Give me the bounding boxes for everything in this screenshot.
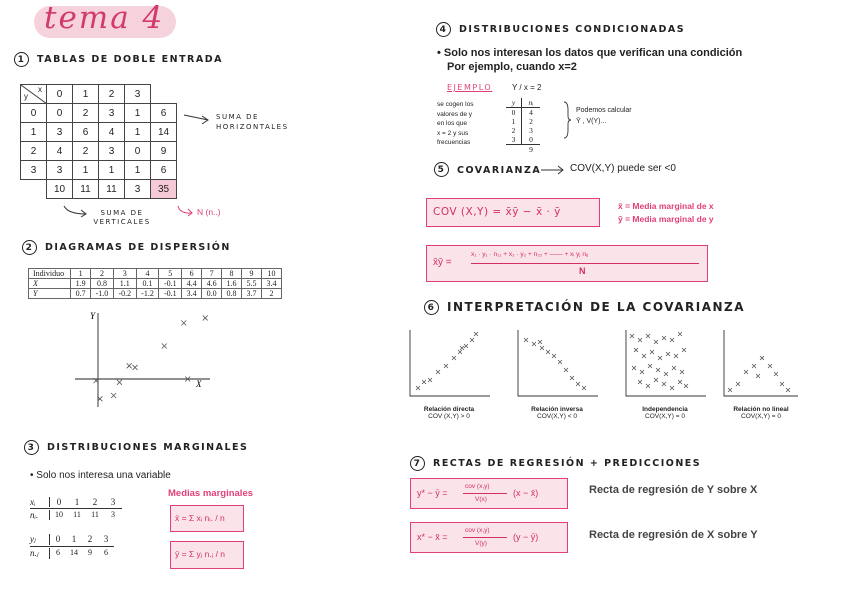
col-sum: 11 xyxy=(73,180,99,199)
plot-point xyxy=(664,372,668,376)
plot-point xyxy=(428,378,432,382)
plot-point xyxy=(678,380,682,384)
plot-point xyxy=(474,332,478,336)
marginal-x-table: xᵢ 0 1 2 3 nᵢ. 10 11 11 3 xyxy=(30,497,122,520)
plot-point xyxy=(662,382,666,386)
table-row: 0 0 2 3 1 6 xyxy=(21,104,177,123)
ejemplo-label: EJEMPLO xyxy=(447,83,493,92)
plot-point xyxy=(640,370,644,374)
marginal-y-table: yⱼ 0 1 2 3 n.ⱼ 6 14 9 6 xyxy=(30,534,114,559)
plot-point xyxy=(416,386,420,390)
plot-nonlinear xyxy=(718,326,802,402)
section-2-heading: 2 DIAGRAMAS DE DISPERSIÓN xyxy=(22,240,231,255)
plot-point xyxy=(634,348,638,352)
plot-point xyxy=(736,382,740,386)
podemos-calcular-note: Podemos calcular Ȳ , V(Y)... xyxy=(576,107,632,125)
axis-x-label: X xyxy=(196,379,202,389)
scatter-point xyxy=(133,365,138,370)
col-sum: 11 xyxy=(99,180,125,199)
plot-label-independence: Independencia COV(X,Y) = 0 xyxy=(642,406,688,420)
plot-point xyxy=(680,370,684,374)
col-sum: 10 xyxy=(47,180,73,199)
ybar-note: ȳ = Media marginal de y xyxy=(618,214,714,224)
plot-label-nonlinear: Relación no lineal COV(X,Y) = 0 xyxy=(733,406,789,420)
plot-point xyxy=(452,356,456,360)
regression-xy-label: Recta de regresión de X sobre Y xyxy=(589,529,758,541)
scatter-point xyxy=(162,344,167,349)
plot-point xyxy=(576,382,580,386)
plot-point xyxy=(670,386,674,390)
plot-point xyxy=(654,340,658,344)
plot-point xyxy=(642,354,646,358)
plot-point xyxy=(768,364,772,368)
plot-point xyxy=(646,334,650,338)
plot-point xyxy=(422,380,426,384)
plot-point xyxy=(656,368,660,372)
section-4-heading: 4 DISTRIBUCIONES CONDICIONADAS xyxy=(436,22,685,37)
plot-point xyxy=(780,382,784,386)
plot-point xyxy=(662,336,666,340)
plot-point xyxy=(546,350,550,354)
section-7-heading: 7 RECTAS DE REGRESIÓN + PREDICCIONES xyxy=(410,456,701,471)
plot-label-direct: Relación directa COV (X,Y) > 0 xyxy=(423,406,475,420)
plot-point xyxy=(670,338,674,342)
section-6-heading: 6 INTERPRETACIÓN DE LA COVARIANZA xyxy=(424,300,745,315)
double-entry-table xyxy=(20,84,177,199)
header-cell: 3 xyxy=(125,85,151,104)
regression-yx-box: y* − ȳ = cov (x,y) V(x) (x − x̄) xyxy=(410,478,568,509)
plot-point xyxy=(538,340,542,344)
section-4-example-line: Por ejemplo, cuando x=2 xyxy=(447,61,577,73)
plot-point xyxy=(646,384,650,388)
xbar-formula-box: x̄ = Σ xᵢ nᵢ. / n xyxy=(170,505,244,532)
curved-arrow-icon xyxy=(62,204,92,218)
scatter-point xyxy=(181,320,186,325)
plot-point xyxy=(756,374,760,378)
plot-point xyxy=(638,380,642,384)
arrow-right-icon xyxy=(540,165,566,175)
plot-point xyxy=(654,378,658,382)
section-1-title: TABLAS DE DOBLE ENTRADA xyxy=(37,54,223,65)
section-3-heading: 3 DISTRIBUCIONES MARGINALES xyxy=(24,440,248,455)
plot-direct-relation xyxy=(404,326,494,402)
medias-marginales-label: Medias marginales xyxy=(168,488,254,499)
note-row-sums: SUMA DE HORIZONTALES xyxy=(216,113,289,131)
grand-total: 35 xyxy=(151,180,177,199)
cov-sign-note: COV(X,Y) puede ser <0 xyxy=(570,163,676,174)
plot-point xyxy=(760,356,764,360)
plot-point xyxy=(682,348,686,352)
plot-point xyxy=(470,338,474,342)
header-cell: 1 xyxy=(73,85,99,104)
note-col-sums: SUMA DE VERTICALES xyxy=(93,209,151,226)
header-cell: 2 xyxy=(99,85,125,104)
scatter-plot xyxy=(70,305,220,410)
brace-icon xyxy=(562,100,572,140)
table-row: 2 4 2 3 0 9 xyxy=(21,142,177,161)
plot-point xyxy=(786,388,790,392)
cov-formula-box: COV (X,Y) = x̄ȳ − x̄ · ȳ xyxy=(426,198,600,227)
table-row: 3 3 1 1 1 6 xyxy=(21,161,177,180)
plot-point xyxy=(752,364,756,368)
row-sum: 14 xyxy=(151,123,177,142)
scatter-data-table: Individuo 1 2 3 4 5 6 7 8 9 10 X 1.9 0.8 1.1 0.1 -0.1 4.4 4.6 1.6 5.5 3.4 Y 0.7 -1.0 -0.2 -1.2 -0.1 3.4 0.0 0.8 3.7 2 xyxy=(28,268,282,299)
plot-label-inverse: Relación inversa COV(X,Y) < 0 xyxy=(531,406,583,420)
condition-label: Y / x = 2 xyxy=(512,83,542,92)
row-sum: 6 xyxy=(151,161,177,180)
plot-independence xyxy=(620,326,710,402)
plot-point xyxy=(582,386,586,390)
plot-axes xyxy=(724,330,798,396)
axis-y-label: Y xyxy=(90,311,96,321)
regression-yx-label: Recta de regresión de Y sobre X xyxy=(589,484,758,496)
curved-arrow-pink-icon xyxy=(176,204,196,218)
plot-point xyxy=(744,370,748,374)
regression-xy-box: x* − x̄ = cov (x,y) V(y) (y − ȳ) xyxy=(410,522,568,553)
scatter-point xyxy=(203,315,208,320)
plot-point xyxy=(630,334,634,338)
plot-point xyxy=(678,332,682,336)
plot-point xyxy=(638,338,642,342)
page-title-highlight xyxy=(34,0,176,38)
scatter-point xyxy=(127,363,132,368)
note-total-n: N (n..) xyxy=(197,207,221,217)
plot-point xyxy=(648,364,652,368)
section-5-heading: 5 COVARIANZA xyxy=(434,162,541,177)
plot-point xyxy=(532,342,536,346)
scatter-point xyxy=(111,393,116,398)
plot-point xyxy=(464,344,468,348)
section-1-number: 1 xyxy=(14,52,29,67)
ybar-formula-box: ȳ = Σ yⱼ n.ⱼ / n xyxy=(170,541,244,569)
scatter-point xyxy=(117,380,122,385)
plot-point xyxy=(672,366,676,370)
plot-axes xyxy=(410,330,490,396)
plot-point xyxy=(540,346,544,350)
plot-point xyxy=(650,350,654,354)
plot-point xyxy=(524,338,528,342)
conditional-description: se cogen los valores de y en los que x = 2 y sus frecuencias xyxy=(437,101,474,146)
plot-point xyxy=(558,360,562,364)
table-row: 1 3 6 4 1 14 xyxy=(21,123,177,142)
col-sum: 3 xyxy=(125,180,151,199)
plot-point xyxy=(658,356,662,360)
section-1-heading xyxy=(14,52,223,67)
plot-point xyxy=(728,388,732,392)
plot-point xyxy=(774,372,778,376)
plot-inverse-relation xyxy=(512,326,602,402)
plot-point xyxy=(564,368,568,372)
plot-point xyxy=(552,354,556,358)
plot-point xyxy=(436,370,440,374)
conditional-total: 9 xyxy=(529,145,533,154)
header-cell: 0 xyxy=(47,85,73,104)
plot-point xyxy=(674,354,678,358)
plot-point xyxy=(684,384,688,388)
arrow-icon xyxy=(182,112,212,126)
plot-point xyxy=(460,346,464,350)
table-corner: y x xyxy=(21,85,47,104)
plot-point xyxy=(632,366,636,370)
xy-mean-formula-box: x̄ȳ = x₁ · y₁ · n₁₁ + x₂ · y₂ + n₂₂ + —— + xᵢ yⱼ nᵢⱼ N xyxy=(426,245,708,282)
row-sum: 6 xyxy=(151,104,177,123)
plot-point xyxy=(570,376,574,380)
xbar-note: x̄ = Media marginal de x xyxy=(618,201,714,211)
conditional-table: y nᵢ 0 4 1 2 2 3 3 0 9 xyxy=(506,98,540,154)
page-title: tema 4 xyxy=(44,0,165,36)
section-4-bullet: • Solo nos interesan los datos que verifican una condición xyxy=(437,47,743,59)
row-sum: 9 xyxy=(151,142,177,161)
section-3-bullet: • Solo nos interesa una variable xyxy=(30,470,171,481)
plot-point xyxy=(458,350,462,354)
plot-point xyxy=(444,364,448,368)
plot-point xyxy=(666,352,670,356)
